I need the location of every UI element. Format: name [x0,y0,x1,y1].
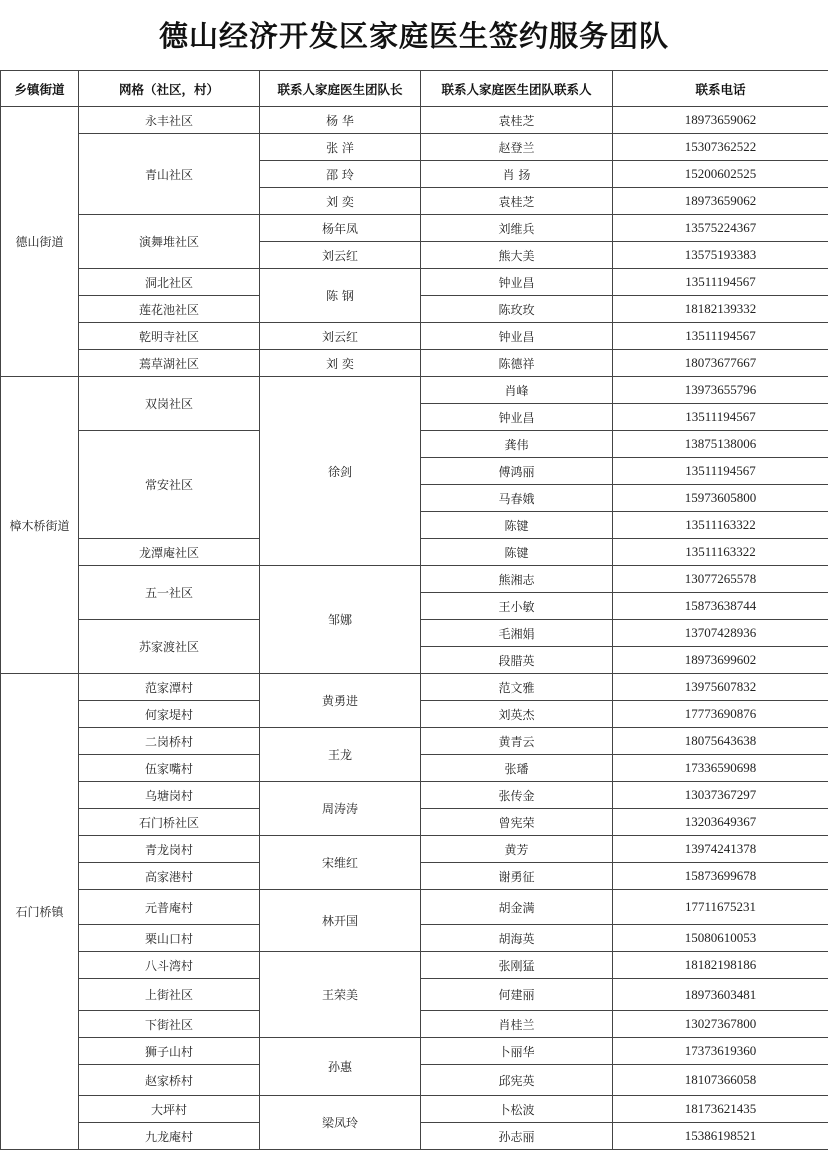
leader-cell: 王龙 [260,728,421,782]
phone-cell: 17773690876 [613,701,828,728]
grid-cell: 二岗桥村 [79,728,260,755]
contact-cell: 张传金 [421,782,613,809]
phone-cell: 18075643638 [613,728,828,755]
grid-cell: 伍家嘴村 [79,755,260,782]
table-row [1,134,828,161]
col-header-team-contact: 联系人家庭医生团队联系人 [421,71,613,107]
leader-cell: 杨年凤 [260,215,421,242]
contact-cell: 张璠 [421,755,613,782]
contact-cell: 熊大美 [421,242,613,269]
contact-cell: 陈德祥 [421,350,613,377]
district-cell: 德山街道 [1,107,79,377]
leader-cell: 刘 奕 [260,188,421,215]
leader-cell: 邹娜 [260,566,421,674]
contact-cell: 肖桂兰 [421,1011,613,1038]
grid-cell: 乌塘岗村 [79,782,260,809]
phone-cell: 15386198521 [613,1123,828,1150]
header-row [1,71,828,107]
contact-cell: 赵登兰 [421,134,613,161]
leader-cell: 刘云红 [260,323,421,350]
contact-cell: 肖峰 [421,377,613,404]
grid-cell: 栗山口村 [79,925,260,952]
grid-cell: 洞北社区 [79,269,260,296]
contact-cell: 卜丽华 [421,1038,613,1065]
grid-cell: 五一社区 [79,566,260,620]
grid-cell: 范家潭村 [79,674,260,701]
grid-cell: 演舞堆社区 [79,215,260,269]
phone-cell: 15873638744 [613,593,828,620]
grid-cell: 下街社区 [79,1011,260,1038]
phone-cell: 13973655796 [613,377,828,404]
contact-cell: 刘英杰 [421,701,613,728]
leader-cell: 王荣美 [260,952,421,1038]
leader-cell: 杨 华 [260,107,421,134]
contact-cell: 袁桂芝 [421,188,613,215]
service-team-table [0,70,828,1150]
leader-cell: 张 洋 [260,134,421,161]
leader-cell: 陈 钢 [260,269,421,323]
contact-cell: 钟业昌 [421,323,613,350]
table-row [1,952,828,979]
grid-cell: 狮子山村 [79,1038,260,1065]
phone-cell: 13511194567 [613,404,828,431]
grid-cell: 永丰社区 [79,107,260,134]
leader-cell: 徐剑 [260,377,421,566]
phone-cell: 13511163322 [613,512,828,539]
leader-cell: 刘云红 [260,242,421,269]
district-cell: 樟木桥街道 [1,377,79,674]
contact-cell: 龚伟 [421,431,613,458]
grid-cell: 何家堤村 [79,701,260,728]
contact-cell: 陈键 [421,539,613,566]
phone-cell: 18973603481 [613,979,828,1011]
page-title: 德山经济开发区家庭医生签约服务团队 [158,19,669,53]
phone-cell: 13027367800 [613,1011,828,1038]
col-header-grid: 网格（社区，村） [79,71,260,107]
contact-cell: 张刚猛 [421,952,613,979]
contact-cell: 邱宪英 [421,1065,613,1096]
contact-cell: 谢勇征 [421,863,613,890]
table-row [1,782,828,809]
contact-cell: 肖 扬 [421,161,613,188]
contact-cell: 何建丽 [421,979,613,1011]
phone-cell: 17336590698 [613,755,828,782]
phone-cell: 13037367297 [613,782,828,809]
phone-cell: 15080610053 [613,925,828,952]
phone-cell: 13203649367 [613,809,828,836]
contact-cell: 范文雅 [421,674,613,701]
grid-cell: 八斗湾村 [79,952,260,979]
phone-cell: 18182139332 [613,296,828,323]
table-row [1,350,828,377]
phone-cell: 13875138006 [613,431,828,458]
contact-cell: 毛湘娟 [421,620,613,647]
phone-cell: 15200602525 [613,161,828,188]
contact-cell: 王小敏 [421,593,613,620]
table-row [1,107,828,134]
leader-cell: 黄勇进 [260,674,421,728]
col-header-district: 乡镇街道 [1,71,79,107]
table-row [1,323,828,350]
contact-cell: 卜松波 [421,1096,613,1123]
contact-cell: 黄青云 [421,728,613,755]
phone-cell: 13511194567 [613,323,828,350]
leader-cell: 邵 玲 [260,161,421,188]
phone-cell: 17373619360 [613,1038,828,1065]
grid-cell: 乾明寺社区 [79,323,260,350]
contact-cell: 傅鸿丽 [421,458,613,485]
phone-cell: 13511194567 [613,458,828,485]
leader-cell: 林开国 [260,890,421,952]
phone-cell: 18973699602 [613,647,828,674]
table-row [1,1096,828,1123]
table-row [1,1038,828,1065]
table-row [1,674,828,701]
contact-cell: 袁桂芝 [421,107,613,134]
contact-cell: 钟业昌 [421,404,613,431]
grid-cell: 赵家桥村 [79,1065,260,1096]
grid-cell: 青龙岗村 [79,836,260,863]
grid-cell: 双岗社区 [79,377,260,431]
phone-cell: 13707428936 [613,620,828,647]
col-header-team-leader: 联系人家庭医生团队长 [260,71,421,107]
contact-cell: 熊湘志 [421,566,613,593]
table-row [1,269,828,296]
phone-cell: 18173621435 [613,1096,828,1123]
contact-cell: 胡金满 [421,890,613,925]
phone-cell: 17711675231 [613,890,828,925]
phone-cell: 15307362522 [613,134,828,161]
phone-cell: 13511163322 [613,539,828,566]
grid-cell: 大坪村 [79,1096,260,1123]
phone-cell: 13575193383 [613,242,828,269]
phone-cell: 15873699678 [613,863,828,890]
leader-cell: 宋维红 [260,836,421,890]
phone-cell: 13077265578 [613,566,828,593]
phone-cell: 18973659062 [613,188,828,215]
table-row [1,728,828,755]
table-row [1,890,828,925]
contact-cell: 陈键 [421,512,613,539]
contact-cell: 段腊英 [421,647,613,674]
contact-cell: 钟业昌 [421,269,613,296]
grid-cell: 元普庵村 [79,890,260,925]
table-row [1,566,828,593]
col-header-phone: 联系电话 [613,71,828,107]
grid-cell: 常安社区 [79,431,260,539]
table-row [1,836,828,863]
phone-cell: 18107366058 [613,1065,828,1096]
table-row [1,377,828,404]
phone-cell: 15973605800 [613,485,828,512]
phone-cell: 18073677667 [613,350,828,377]
grid-cell: 苏家渡社区 [79,620,260,674]
grid-cell: 龙潭庵社区 [79,539,260,566]
leader-cell: 周涛涛 [260,782,421,836]
leader-cell: 刘 奕 [260,350,421,377]
grid-cell: 蔫草湖社区 [79,350,260,377]
grid-cell: 莲花池社区 [79,296,260,323]
district-cell: 石门桥镇 [1,674,79,1150]
phone-cell: 13575224367 [613,215,828,242]
table-row [1,215,828,242]
contact-cell: 马春娥 [421,485,613,512]
contact-cell: 曾宪荣 [421,809,613,836]
contact-cell: 黄芳 [421,836,613,863]
leader-cell: 梁凤玲 [260,1096,421,1150]
grid-cell: 青山社区 [79,134,260,215]
contact-cell: 陈玫玫 [421,296,613,323]
grid-cell: 上街社区 [79,979,260,1011]
grid-cell: 高家港村 [79,863,260,890]
contact-cell: 胡海英 [421,925,613,952]
phone-cell: 13974241378 [613,836,828,863]
phone-cell: 18973659062 [613,107,828,134]
contact-cell: 刘维兵 [421,215,613,242]
phone-cell: 18182198186 [613,952,828,979]
grid-cell: 石门桥社区 [79,809,260,836]
phone-cell: 13511194567 [613,269,828,296]
contact-cell: 孙志丽 [421,1123,613,1150]
grid-cell: 九龙庵村 [79,1123,260,1150]
leader-cell: 孙惠 [260,1038,421,1096]
phone-cell: 13975607832 [613,674,828,701]
